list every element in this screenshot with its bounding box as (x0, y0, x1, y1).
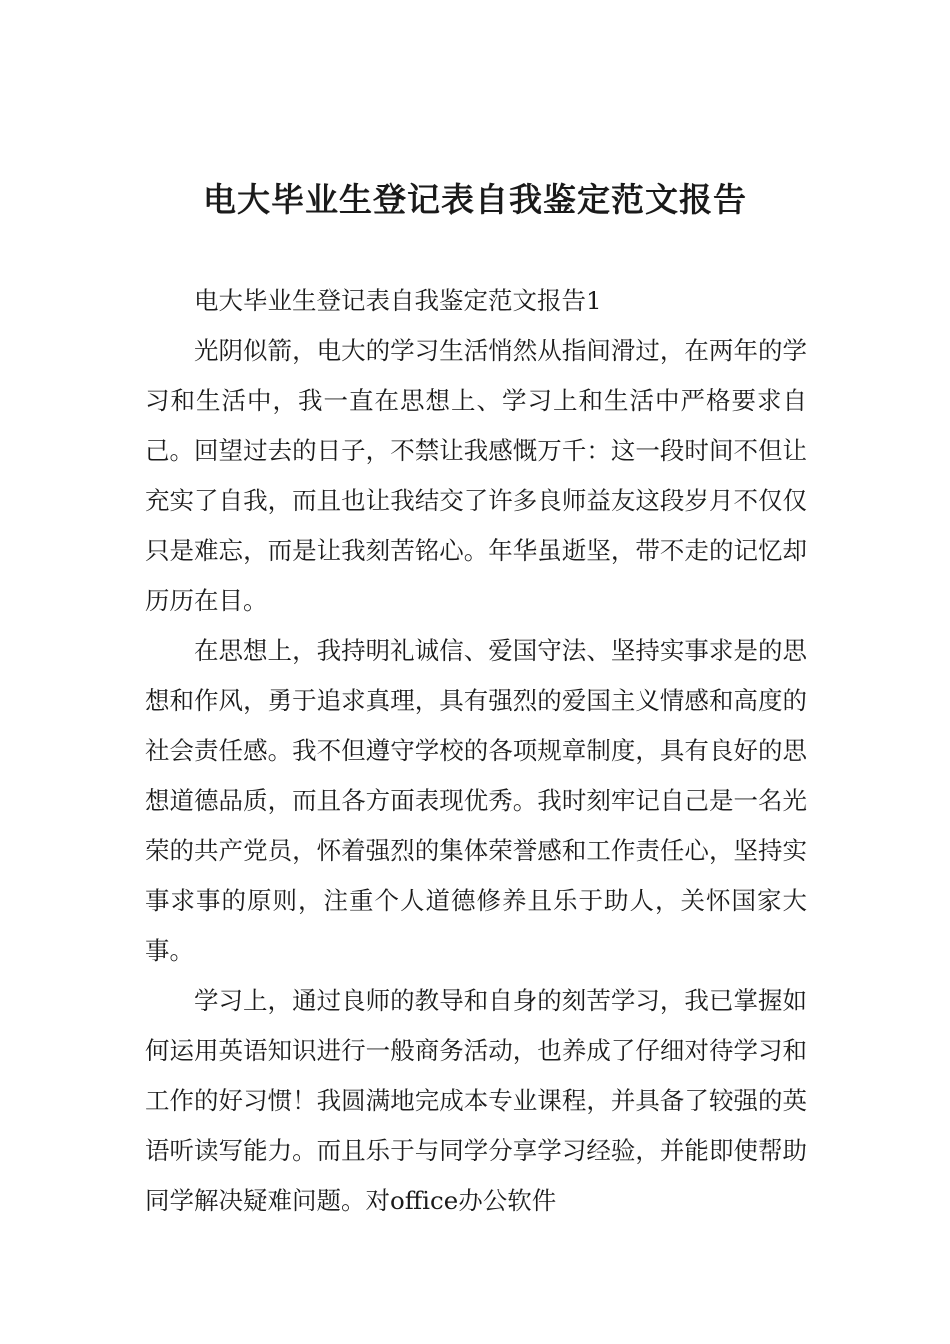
paragraph-intro: 光阴似箭，电大的学习生活悄然从指间滑过，在两年的学习和生活中，我一直在思想上、学习上和生活中严格要求自己。回望过去的日子，不禁让我感慨万千：这一段时间不但让充实了自我，而且也让我结交了许多良师益友这段岁月不仅仅只是难忘，而是让我刻苦铭心。年华虽逝坚，带不走的记忆却历历在目。 (145, 336, 807, 615)
paragraph-study: 学习上，通过良师的教导和自身的刻苦学习，我已掌握如何运用英语知识进行一般商务活动，也养成了仔细对待学习和工作的好习惯！我圆满地完成本专业课程，并具备了较强的英语听读写能力。而且乐于与同学分享学习经验，并能即使帮助同学解决疑难问题。对office办公软件 (145, 986, 807, 1215)
document-body (145, 276, 807, 1226)
paragraph-ideology: 在思想上，我持明礼诚信、爱国守法、坚持实事求是的思想和作风，勇于追求真理，具有强烈的爱国主义情感和高度的社会责任感。我不但遵守学校的各项规章制度，具有良好的思想道德品质，而且各方面表现优秀。我时刻牢记自己是一名光荣的共产党员，怀着强烈的集体荣誉感和工作责任心，坚持实事求事的原则，注重个人道德修养且乐于助人，关怀国家大事。 (145, 636, 807, 965)
paragraph-heading: 电大毕业生登记表自我鉴定范文报告1 (194, 286, 602, 315)
document-title: 电大毕业生登记表自我鉴定范文报告 (203, 180, 747, 219)
